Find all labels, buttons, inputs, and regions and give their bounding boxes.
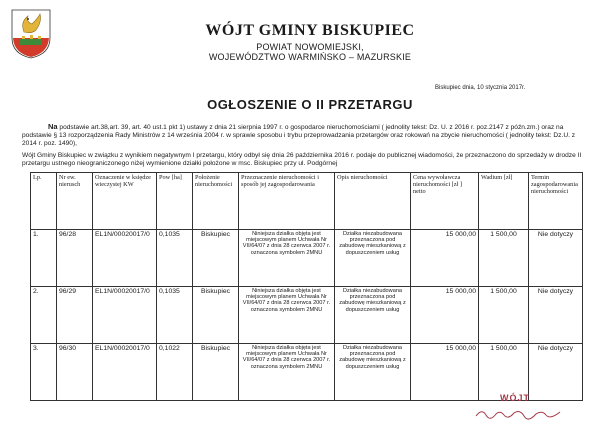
official-stamp: WÓJT (500, 393, 530, 403)
header-voivodeship: WOJEWÓDZTWO WARMIŃSKO – MAZURSKIE (208, 52, 412, 62)
col-purpose: Przeznaczenie nieruchomości i sposób jej zagospodarowania (239, 173, 335, 230)
document-title: OGŁOSZENIE O II PRZETARGU (207, 97, 413, 112)
cell-deadline: Nie dotyczy (529, 344, 583, 401)
table-row (31, 344, 583, 401)
col-area: Pow [ha] (157, 173, 193, 230)
announcement-paragraph: Wójt Gminy Biskupiec w związku z wynikiem negatywnym I przetargu, który odbył się dnia 26 października 2016 r. podaje do publicznej wiadomości, że przeznaczono do sprzedaży w drodze II przetargu ustnego nieograniczonego niżej wymienione działki położone w msc. Biskupiec przy ul. Podgórnej (22, 152, 582, 168)
cell-location: Biskupiec (193, 344, 239, 401)
cell-lp: 2. (31, 287, 57, 344)
table-row (31, 230, 583, 287)
document-date: Biskupiec dnia, 10 stycznia 2017r. (435, 85, 526, 91)
cell-price: 15 000,00 (411, 287, 479, 344)
col-price: Cena wywoławcza nieruchomości [zł ] netto (411, 173, 479, 230)
cell-description: Działka niezabudowana przeznaczona pod zabudowę mieszkaniową z dopuszczeniem usług (335, 230, 411, 287)
header-county: POWIAT NOWOMIEJSKI, (256, 42, 364, 52)
cell-deposit: 1 500,00 (479, 287, 529, 344)
cell-lp: 1. (31, 230, 57, 287)
cell-deposit: 1 500,00 (479, 344, 529, 401)
col-deposit: Wadium [zł] (479, 173, 529, 230)
cell-kw: EL1N/00020017/0 (93, 287, 157, 344)
cell-purpose: Niniejsza działka objęta jest miejscowym planem Uchwała Nr VII/64/07 z dnia 28 czerwca 2007 r. oznaczona symbolem 2MNU (239, 344, 335, 401)
cell-location: Biskupiec (193, 287, 239, 344)
cell-deposit: 1 500,00 (479, 230, 529, 287)
plots-table (30, 172, 583, 401)
cell-purpose: Niniejsza działka objęta jest miejscowym planem Uchwała Nr VII/64/07 z dnia 28 czerwca 2007 r. oznaczona symbolem 2MNU (239, 287, 335, 344)
cell-description: Działka niezabudowana przeznaczona pod zabudowę mieszkaniową z dopuszczeniem usług (335, 344, 411, 401)
cell-area: 0,1022 (157, 344, 193, 401)
cell-price: 15 000,00 (411, 344, 479, 401)
paragraph-text: podstawie art.38,art. 39, art. 40 ust.1 pkt 1) ustawy z dnia 21 sierpnia 1997 r. o gospodarce nieruchomościami ( jednolity tekst: Dz. U. z 2016 r. poz.2147 z późn.zm.) oraz na podstawie § 13 rozporządzenia Rady Ministrów z 14 września 2004 r. w sprawie sposobu i trybu przeprowadzania przetargów oraz rokowań na zbycie nieruchomości ( jednolity tekst: Dz.U. z 2014 r. poz. 1490), (22, 124, 576, 148)
col-lp: Lp. (31, 173, 57, 230)
col-deadline: Termin zagospodarowania nieruchomości (529, 173, 583, 230)
cell-purpose: Niniejsza działka objęta jest miejscowym planem Uchwała Nr VII/64/07 z dnia 28 czerwca 2007 r. oznaczona symbolem 2MNU (239, 230, 335, 287)
cell-location: Biskupiec (193, 230, 239, 287)
coat-of-arms-icon (10, 8, 52, 60)
col-nr: Nr ew. nierusch (57, 173, 93, 230)
cell-deadline: Nie dotyczy (529, 230, 583, 287)
cell-deadline: Nie dotyczy (529, 287, 583, 344)
cell-area: 0,1035 (157, 230, 193, 287)
signature-icon (474, 406, 564, 420)
cell-area: 0,1035 (157, 287, 193, 344)
cell-kw: EL1N/00020017/0 (93, 344, 157, 401)
col-description: Opis nieruchomości (335, 173, 411, 230)
cell-description: Działka niezabudowana przeznaczona pod zabudowę mieszkaniową z dopuszczeniem usług (335, 287, 411, 344)
legal-basis-paragraph (22, 123, 582, 149)
cell-nr: 96/29 (57, 287, 93, 344)
paragraph-lead: Na (48, 122, 58, 131)
header-title: WÓJT GMINY BISKUPIEC (205, 22, 415, 39)
table-row (31, 287, 583, 344)
cell-nr: 96/28 (57, 230, 93, 287)
cell-nr: 96/30 (57, 344, 93, 401)
col-location: Położenie nieruchomości (193, 173, 239, 230)
cell-lp: 3. (31, 344, 57, 401)
col-kw: Oznaczenie w księdze wieczystej KW (93, 173, 157, 230)
table-header-row (31, 173, 583, 230)
cell-price: 15 000,00 (411, 230, 479, 287)
cell-kw: EL1N/00020017/0 (93, 230, 157, 287)
